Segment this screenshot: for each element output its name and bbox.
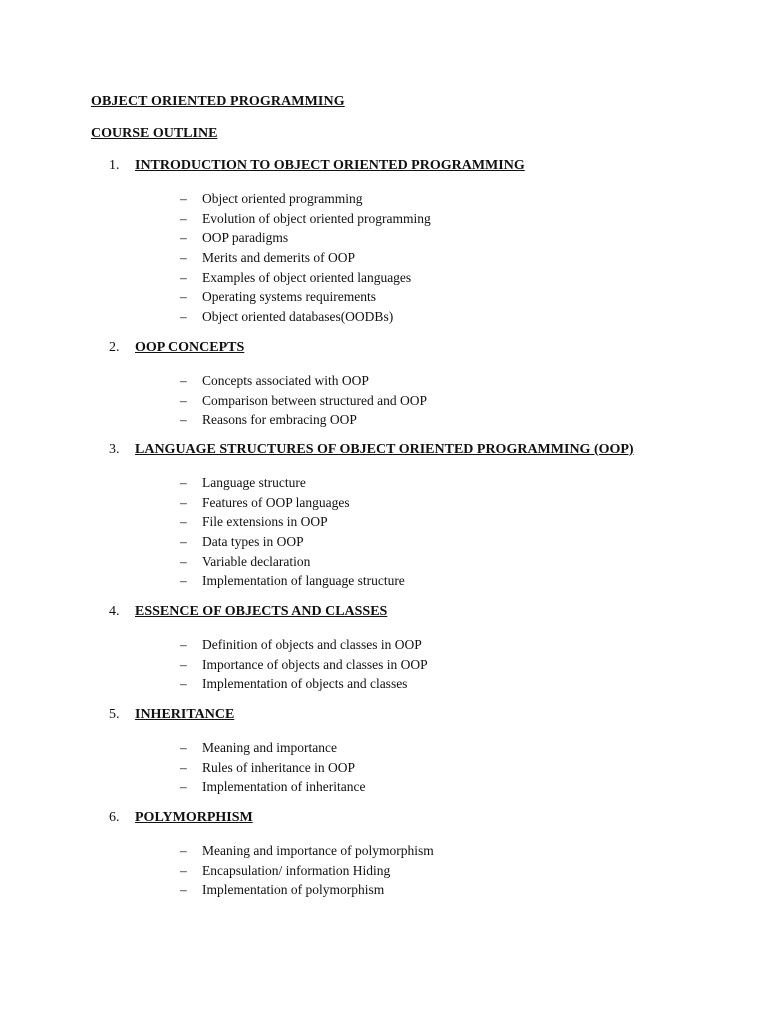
dash-bullet: –: [180, 862, 187, 878]
section-heading: OOP CONCEPTS: [135, 340, 245, 355]
topic-text: Definition of objects and classes in OOP: [202, 637, 422, 652]
list-item: [0, 495, 768, 515]
section-heading: LANGUAGE STRUCTURES OF OBJECT ORIENTED PROGRAMMING (OOP): [135, 442, 634, 457]
section-topic-list: [0, 373, 768, 432]
topic-text: Importance of objects and classes in OOP: [202, 656, 428, 672]
list-item: [0, 740, 768, 760]
list-item: [0, 637, 768, 657]
dash-bullet: –: [180, 412, 187, 428]
list-item: [0, 554, 768, 574]
list-item: [0, 393, 768, 413]
document-title: OBJECT ORIENTED PROGRAMMING: [91, 94, 345, 109]
section-topic-list: [0, 191, 768, 329]
list-item: [0, 657, 768, 677]
list-item: [0, 373, 768, 393]
topic-text: Language structure: [202, 475, 306, 490]
dash-bullet: –: [180, 230, 187, 246]
list-item: [0, 191, 768, 211]
list-item: [0, 309, 768, 329]
section-number: 5.: [109, 707, 120, 722]
list-item: [0, 760, 768, 780]
topic-text: File extensions in OOP: [202, 514, 328, 530]
dash-bullet: –: [180, 475, 187, 490]
topic-text: Implementation of objects and classes: [202, 676, 408, 692]
topic-text: Object oriented databases(OODBs): [202, 309, 394, 325]
list-item: [0, 211, 768, 231]
dash-bullet: –: [180, 289, 187, 305]
section-topic-list: [0, 843, 768, 902]
dash-bullet: –: [180, 309, 187, 325]
list-item: [0, 230, 768, 250]
list-item: [0, 863, 768, 883]
topic-text: OOP paradigms: [202, 230, 289, 246]
section-number: 6.: [109, 810, 120, 825]
list-item: [0, 250, 768, 270]
dash-bullet: –: [180, 553, 187, 569]
topic-text: Examples of object oriented languages: [202, 269, 412, 285]
dash-bullet: –: [180, 843, 187, 858]
list-item: [0, 475, 768, 495]
dash-bullet: –: [180, 250, 187, 266]
topic-text: Variable declaration: [202, 553, 311, 569]
list-item: [0, 270, 768, 290]
topic-text: Encapsulation/ information Hiding: [202, 862, 391, 878]
topic-text: Data types in OOP: [202, 534, 304, 550]
document-subtitle: COURSE OUTLINE: [91, 126, 218, 141]
section-heading: ESSENCE OF OBJECTS AND CLASSES: [135, 604, 388, 619]
list-item: [0, 412, 768, 432]
dash-bullet: –: [180, 882, 187, 898]
dash-bullet: –: [180, 392, 187, 408]
topic-text: Implementation of polymorphism: [202, 882, 385, 898]
section-topic-list: [0, 475, 768, 593]
section-heading: INHERITANCE: [135, 707, 235, 722]
dash-bullet: –: [180, 514, 187, 530]
dash-bullet: –: [180, 573, 187, 589]
topic-text: Rules of inheritance in OOP: [202, 759, 355, 775]
dash-bullet: –: [180, 191, 187, 206]
dash-bullet: –: [180, 373, 187, 388]
topic-text: Reasons for embracing OOP: [202, 412, 357, 428]
dash-bullet: –: [180, 534, 187, 550]
dash-bullet: –: [180, 656, 187, 672]
dash-bullet: –: [180, 269, 187, 285]
topic-text: Merits and demerits of OOP: [202, 250, 355, 266]
topic-text: Comparison between structured and OOP: [202, 392, 427, 408]
topic-text: Evolution of object oriented programming: [202, 210, 431, 226]
dash-bullet: –: [180, 676, 187, 692]
dash-bullet: –: [180, 779, 187, 795]
topic-text: Implementation of language structure: [202, 573, 405, 589]
section-number: 4.: [109, 604, 120, 619]
section-heading: POLYMORPHISM: [135, 810, 253, 825]
list-item: [0, 882, 768, 902]
topic-text: Object oriented programming: [202, 191, 363, 206]
dash-bullet: –: [180, 637, 187, 652]
section-number: 1.: [109, 158, 120, 173]
topic-text: Features of OOP languages: [202, 494, 350, 510]
list-item: [0, 676, 768, 696]
list-item: [0, 573, 768, 593]
list-item: [0, 514, 768, 534]
dash-bullet: –: [180, 759, 187, 775]
section-topic-list: [0, 740, 768, 799]
dash-bullet: –: [180, 210, 187, 226]
list-item: [0, 779, 768, 799]
dash-bullet: –: [180, 494, 187, 510]
topic-text: Operating systems requirements: [202, 289, 376, 305]
section-topic-list: [0, 637, 768, 696]
topic-text: Meaning and importance: [202, 740, 337, 755]
list-item: [0, 843, 768, 863]
section-heading: INTRODUCTION TO OBJECT ORIENTED PROGRAMMING: [135, 158, 525, 173]
topic-text: Meaning and importance of polymorphism: [202, 843, 434, 858]
topic-text: Implementation of inheritance: [202, 779, 366, 795]
list-item: [0, 289, 768, 309]
topic-text: Concepts associated with OOP: [202, 373, 369, 388]
section-number: 2.: [109, 340, 120, 355]
dash-bullet: –: [180, 740, 187, 755]
list-item: [0, 534, 768, 554]
section-number: 3.: [109, 442, 120, 457]
